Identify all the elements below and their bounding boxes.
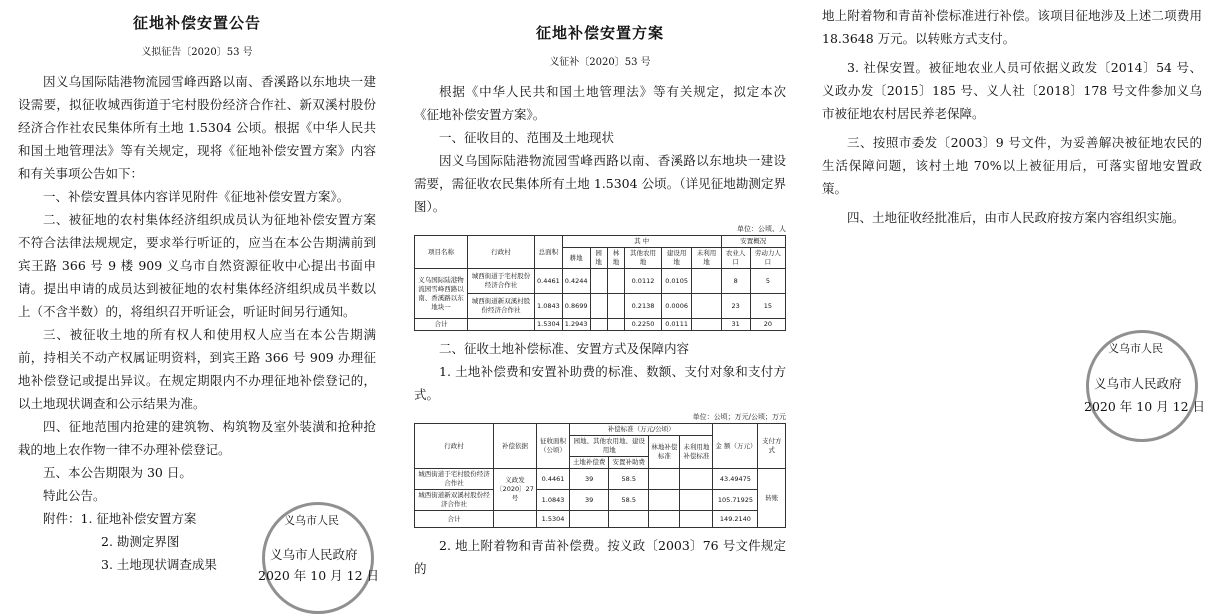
table-row xyxy=(415,490,786,511)
announcement-para: 二、被征地的农村集体经济组织成员认为征地补偿安置方案不符合法律法规规定，要求举行听证的，应当在本公告期满前到宾王路 366 号 9 楼 909 义乌市自然资源征收中心提出书面申请。提出申请的成员达到被征地的农村集体经济组织成员半数以上（不含半数）的，将组织召开听证会，听证时间另行通知。 xyxy=(18,212,376,319)
issuer-name: 义乌市人民政府 xyxy=(1094,376,1182,391)
th-among: 其 中 xyxy=(562,236,721,248)
table-row xyxy=(415,269,786,294)
cell: 39 xyxy=(570,469,609,490)
cell: 58.5 xyxy=(609,469,649,490)
cell xyxy=(590,294,607,319)
announcement-para: 特此公告。 xyxy=(43,488,106,503)
cell-project: 义乌国际陆港物流园雪峰西路以南、香溪路以东地块一 xyxy=(415,269,468,319)
cell: 0.4461 xyxy=(535,269,563,294)
cell xyxy=(680,511,713,528)
cell: 1.5304 xyxy=(535,319,563,331)
cell: 20 xyxy=(750,319,785,331)
table-sum-row xyxy=(415,511,786,528)
plan-column xyxy=(400,0,804,615)
attachment-item: 2. 勘测定界图 xyxy=(101,534,180,549)
social-security-para: 3. 社保安置。被征地农业人员可依据义政发〔2014〕54 号、义政办发〔2015〕185 号、义人社〔2018〕178 号文件参加义乌市被征地农村居民养老保障。 xyxy=(822,60,1202,121)
th-sub: 建设用地 xyxy=(661,248,692,269)
cell: 合计 xyxy=(415,319,468,331)
section-body: 1. 土地补偿费和安置补助费的标准、数额、支付对象和支付方式。 xyxy=(414,364,786,402)
cell: 0.0112 xyxy=(625,269,662,294)
cell: 43.49475 xyxy=(713,469,758,490)
cell: 0.2250 xyxy=(625,319,662,331)
cell xyxy=(607,319,624,331)
cell: 8 xyxy=(721,269,750,294)
announcement-para: 三、被征收土地的所有权人和使用权人应当在本公告期满前，持相关不动产权属证明资料，到宾王路 366 号 909 办理征地补偿登记或提出异议。在规定期限内不办理征地补偿登记的，以土地现状调查和公示结果为准。 xyxy=(18,327,376,411)
cell xyxy=(649,511,680,528)
th-unused: 未利用地补偿标准 xyxy=(680,436,713,469)
cell: 23 xyxy=(721,294,750,319)
attachment-item: 3. 土地现状调查成果 xyxy=(101,557,217,572)
th-village: 行政村 xyxy=(415,424,494,469)
th-land: 土地补偿费 xyxy=(570,457,609,469)
cell: 1.2943 xyxy=(562,319,590,331)
th-std: 补偿标准（万元/公顷） xyxy=(570,424,713,436)
th-area: 征收面积（公顷） xyxy=(537,424,570,469)
plan-doc-number: 义征补〔2020〕53 号 xyxy=(549,57,651,68)
th-sub: 园地 xyxy=(590,248,607,269)
table1-unit: 单位：公顷、人 xyxy=(737,225,786,233)
th-std-group: 园地、其他农用地、建设用地 xyxy=(570,436,649,457)
th-sub: 其他农用地 xyxy=(625,248,662,269)
th-sub: 农业人口 xyxy=(721,248,750,269)
cell-pay: 转账 xyxy=(758,469,786,528)
cell: 城西街道于宅村股份经济合作社 xyxy=(415,469,494,490)
cell: 0.0105 xyxy=(661,269,692,294)
cell xyxy=(680,490,713,511)
attachment-item: 附件：1. 征地补偿安置方案 xyxy=(43,511,197,526)
cell: 城西街道于宅村股份经济合作社 xyxy=(468,269,535,294)
section-three: 三、按照市委发〔2003〕9 号文件，为妥善解决被征地农民的生活保障问题，该村土地 70%以上被征用后，可落实留地安置政策。 xyxy=(822,135,1202,196)
th-total: 总面积 xyxy=(535,236,563,269)
cell: 39 xyxy=(570,490,609,511)
cell xyxy=(609,511,649,528)
cell: 0.0006 xyxy=(661,294,692,319)
cell xyxy=(692,294,721,319)
cell: 0.4461 xyxy=(537,469,570,490)
th-forest: 林地补偿标准 xyxy=(649,436,680,469)
cell xyxy=(607,294,624,319)
cell xyxy=(680,469,713,490)
seal-ring-text: 义乌市人民 xyxy=(1108,342,1163,355)
cell: 1.0843 xyxy=(537,490,570,511)
section-heading: 一、征收目的、范围及土地现状 xyxy=(439,130,615,145)
cell: 城西街道新双溪村股份经济合作社 xyxy=(415,490,494,511)
cell xyxy=(590,319,607,331)
section-heading: 二、征收土地补偿标准、安置方式及保障内容 xyxy=(439,341,690,356)
cell: 城西街道新双溪村股份经济合作社 xyxy=(468,294,535,319)
announcement-para: 因义乌国际陆港物流园雪峰西路以南、香溪路以东地块一建设需要，拟征收城西街道于宅村股份经济合作社、新双溪村股份经济合作社农民集体所有土地 1.5304 公顷。根据《中华人民共和国土地管理法》等有关规定，现将《征地补偿安置方案》内容和有关事项公告如下： xyxy=(18,74,376,181)
cell: 149.2140 xyxy=(713,511,758,528)
cell xyxy=(692,269,721,294)
announcement-para: 四、征地范围内抢建的建筑物、构筑物及室外装潢和抢种抢栽的地上农作物一律不办理补偿登记。 xyxy=(18,419,376,457)
th-amount: 金 额（万元） xyxy=(713,424,758,469)
cell xyxy=(468,319,535,331)
cell: 合计 xyxy=(415,511,494,528)
cell xyxy=(607,269,624,294)
cell: 15 xyxy=(750,294,785,319)
th-place: 安置补助费 xyxy=(609,457,649,469)
th-sub: 耕地 xyxy=(562,248,590,269)
cell xyxy=(590,269,607,294)
table-row xyxy=(415,469,786,490)
cell: 105.71925 xyxy=(713,490,758,511)
cell xyxy=(649,490,680,511)
cell: 5 xyxy=(750,269,785,294)
th-pay: 支付方式 xyxy=(758,424,786,469)
cell: 31 xyxy=(721,319,750,331)
plan-intro: 根据《中华人民共和国土地管理法》等有关规定，拟定本次《征地补偿安置方案》。 xyxy=(414,84,786,122)
cell: 58.5 xyxy=(609,490,649,511)
land-status-table xyxy=(414,235,786,331)
issue-date: 2020 年 10 月 12 日 xyxy=(258,568,379,583)
cell: 1.0843 xyxy=(535,294,563,319)
plan-continued-column xyxy=(812,0,1216,615)
section-four: 四、土地征收经批准后，由市人民政府按方案内容组织实施。 xyxy=(847,210,1185,225)
cell: 0.4244 xyxy=(562,269,590,294)
th-sub: 劳动力人口 xyxy=(750,248,785,269)
announcement-para: 一、补偿安置具体内容详见附件《征地补偿安置方案》。 xyxy=(43,189,350,204)
table-sum-row xyxy=(415,319,786,331)
cell xyxy=(570,511,609,528)
issuer-name: 义乌市人民政府 xyxy=(270,547,358,562)
table2-unit: 单位：公顷；万元/公顷；万元 xyxy=(692,413,786,421)
announcement-para: 五、本公告期限为 30 日。 xyxy=(43,465,192,480)
th-resettle: 安置概况 xyxy=(721,236,785,248)
cell: 0.2138 xyxy=(625,294,662,319)
th-sub: 未利用地 xyxy=(692,248,721,269)
cell: 1.5304 xyxy=(537,511,570,528)
section-body: 因义乌国际陆港物流园雪峰西路以南、香溪路以东地块一建设需要，需征收农民集体所有土地 1.5304 公顷。（详见征地勘测定界图）。 xyxy=(414,153,786,214)
section-body: 2. 地上附着物和青苗补偿费。按义政〔2003〕76 号文件规定的 xyxy=(414,538,786,576)
th-project: 项目名称 xyxy=(415,236,468,269)
cell: 0.0111 xyxy=(661,319,692,331)
cell-basis: 义政发〔2020〕27 号 xyxy=(494,469,537,511)
th-village: 行政村 xyxy=(468,236,535,269)
cell xyxy=(494,511,537,528)
plan-title: 征地补偿安置方案 xyxy=(535,24,664,42)
compensation-table xyxy=(414,423,786,528)
cell xyxy=(692,319,721,331)
continued-text: 地上附着物和青苗补偿标准进行补偿。该项目征地涉及上述二项费用 18.3648 万元。以转账方式支付。 xyxy=(822,8,1202,46)
th-sub: 林地 xyxy=(607,248,624,269)
announcement-doc-number: 义拟征告〔2020〕53 号 xyxy=(141,47,253,58)
seal-ring-text: 义乌市人民 xyxy=(284,514,339,527)
th-basis: 补偿依据 xyxy=(494,424,537,469)
cell: 0.8699 xyxy=(562,294,590,319)
announcement-title: 征地补偿安置公告 xyxy=(132,14,261,32)
issue-date: 2020 年 10 月 12 日 xyxy=(1084,399,1205,414)
table-row xyxy=(415,294,786,319)
cell xyxy=(649,469,680,490)
